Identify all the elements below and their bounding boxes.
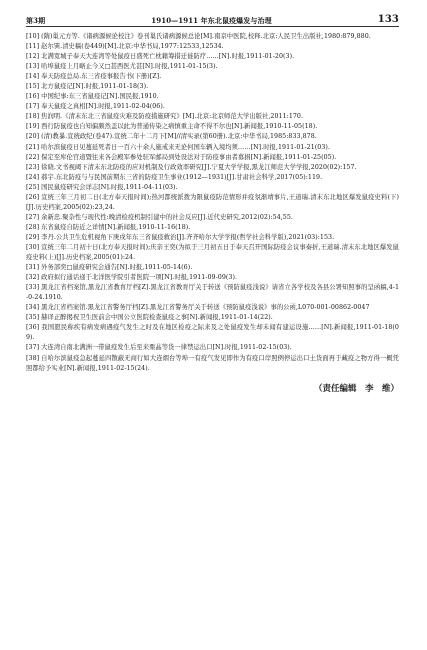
reference-text: 西行防鼠疫也自知偏颇然盖以此为普通传染之病慎重主命不得不尔也[N].新闻报,1910-11-05(18). (41, 123, 318, 131)
reference-number: [24] (26, 173, 40, 181)
page-number: 133 (377, 14, 399, 25)
reference-text: 大连湾自南北满洲一带鼠疫发生后至来栗晶等货一律禁运出口[N].时报,1911-02-15(03). (41, 344, 292, 352)
reference-number: [37] (26, 344, 40, 352)
reference-item (26, 163, 399, 173)
responsible-editor: （责任编辑 李 维） (313, 383, 399, 394)
reference-item (26, 183, 399, 193)
reference-item (26, 102, 399, 112)
issue-label: 第3期 (26, 16, 46, 25)
reference-text: 郝宇.东北防疫与与民国前期东三省的防疫卫生事业(1912—1931)[J].甘肃社会科学,2017(05):119. (41, 173, 323, 181)
reference-text: 哈尔滨鼠疫日见蔓延死者日一百六十余人施戒来无论何国车辆入境均须……[N].时报,1911-01-21(03). (41, 143, 330, 151)
reference-number: [34] (26, 304, 40, 312)
reference-number: [30] (26, 243, 40, 251)
reference-text: 我国愿民称疾有病发病遇疫气发生之时及在地区检疫之际来及之处鼠疫发生却未闻有建运设施……[N].新闻报,1911-01-18(09). (26, 324, 399, 342)
reference-item (26, 32, 399, 42)
reference-text: 黑龙江省档案馆.黑龙江省警务厅档[Z].黑龙江省警务厅关于转送《预防鼠疫浅说》事的公函,L070-001-00862-0047 (41, 304, 370, 312)
reference-number: [14] (26, 73, 40, 81)
reference-number: [35] (26, 314, 40, 322)
reference-text: 奉天鼠疫之真相[N].时报,1911-02-04(06). (41, 103, 165, 111)
reference-number: [38] (26, 354, 40, 362)
reference-number: [31] (26, 264, 40, 272)
reference-text: 北方鼠疫记[N].时报,1911-01-18(3). (41, 83, 149, 91)
reference-item (26, 233, 399, 243)
reference-text: (隋)巢元方等.《诸病源候论校注》卷刊巢氏诸病源候总论[M].南京中医院,校释.北京:人民卫生出版社,1980:879,880. (41, 33, 371, 40)
reference-text: 李丹.公共卫生危机视角下庚戌年东三省鼠疫救治[J].齐齐哈尔大学学报(哲学社会科学版),2021(03):153. (41, 233, 335, 241)
reference-number: [28] (26, 223, 40, 231)
reference-text: 自哈尔滨鼠疫急起蔓延四散蔽无商行如大连烟台等埠一有疫气发见即作为有疫口岸照例停运出口土货面再于藏疫之物方得一概凭照都给予实业[N].新闻报,1911-02-15(24). (26, 354, 399, 372)
reference-number: [13] (26, 63, 40, 71)
reference-number: [23] (26, 163, 40, 171)
reference-text: 余新忠.聚杂性与现代性:晚清检疫机制引建中的社会反应[J].近代史研究,2012(02):54,55. (41, 213, 293, 221)
reference-item (26, 92, 399, 102)
reference-item (26, 132, 399, 142)
reference-item (26, 82, 399, 92)
reference-number: [12] (26, 53, 40, 61)
reference-text: 北满宽城子奉天大连湾等处鼠疫日盛死亡枕籍筹措迁徙防疗……[N].时报,1911-01-20(3). (41, 53, 295, 61)
reference-text: 赫译正醉揭祝卫生医前会中国公立医院检查鼠疫之事[N].新闻报,1911-01-14(22). (41, 314, 273, 322)
reference-text: (清)教暴.宣统政纪(卷47).宣统二年十二月下[M]//清实录(第60册).北京:中华书局,1985:833,878. (41, 133, 317, 141)
reference-text: 黑龙江省档案馆,黑龙江省教育厅档[Z].黑龙江省教育厅关于转送《预防鼠疫浅说》请省立各学校及各县公署知照事的呈函稿,4-1-0-24.1910. (26, 284, 399, 302)
reference-item (26, 122, 399, 132)
reference-number: [15] (26, 83, 40, 91)
reference-text: 焦润明.《清末东北三省鼠疫灾难及防疫措施研究》[M].北京:北京师范大学出版社,2011:170. (41, 113, 304, 121)
reference-item (26, 273, 399, 283)
reference-number: [22] (26, 153, 40, 161)
reference-item (26, 62, 399, 72)
reference-text: 奉天防疫总局.东三省疫事报告书(下册)[Z]. (41, 73, 162, 81)
reference-number: [25] (26, 183, 40, 191)
reference-text: 中国纪事:东三省鼠疫记[N].国民报,1910. (41, 93, 159, 101)
reference-number: [21] (26, 143, 40, 151)
reference-number: [26] (26, 193, 40, 201)
reference-item (26, 52, 399, 62)
reference-item (26, 263, 399, 273)
reference-item (26, 42, 399, 52)
reference-item (26, 313, 399, 323)
running-title: 1910—1911 年东北鼠疫爆发与治理 (151, 16, 272, 25)
reference-item (26, 354, 399, 374)
reference-item (26, 72, 399, 82)
reference-number: [29] (26, 233, 40, 241)
reference-item (26, 283, 399, 303)
reference-text: 外务部奕□鼠疫研究会通告[N].时报,1911-05-14(6). (41, 264, 193, 272)
reference-text: 徐晓.文书视阈下清末东北防疫的应对机制及行政效率研究[J].宁夏大学学报,黑龙江师范大学学报,2020(02):157. (41, 163, 357, 171)
reference-list (26, 32, 399, 374)
reference-number: [19] (26, 123, 40, 131)
reference-text: 哈埠鼠疫上月略止今又□甚西医尤甚[N].时报,1911-01-15(3). (41, 63, 218, 71)
reference-item (26, 112, 399, 122)
reference-number: [33] (26, 284, 40, 292)
reference-item (26, 243, 399, 263)
reference-number: [32] (26, 274, 40, 282)
reference-number: [20] (26, 133, 40, 141)
reference-number: [11] (26, 43, 40, 51)
reference-item (26, 303, 399, 313)
reference-item (26, 193, 399, 213)
reference-text: 东省鼠疫自防近之详情[N].新闻报,1910-11-16(18). (41, 223, 191, 231)
running-header (26, 0, 399, 27)
reference-item (26, 323, 399, 343)
reference-item (26, 213, 399, 223)
reference-text: 政府拟行通话递于北洋医学院引者医院一项[N].时报,1911-09-09(3). (41, 274, 238, 282)
reference-text: 宣统三年二月初十日(北方奉天报时间);庆亲王奕(为拟于三月初五日于奉天召开国际防疫会议事奏折,王道瑞.清末东北地区爆发鼠疫史料(上)[J].历史档案,2005(01):24. (26, 243, 399, 262)
reference-number: [16] (26, 93, 40, 101)
reference-text: 国民鼠疫研究会详志[N].时报,1911-04-11(03). (41, 183, 178, 191)
reference-number: [18] (26, 113, 40, 121)
reference-item (26, 223, 399, 233)
reference-number: [27] (26, 213, 40, 221)
reference-number: [17] (26, 103, 40, 111)
reference-number: [10] (26, 33, 40, 40)
reference-text: 赵尔巽.清史稿(卷449)[M].北京:中华书局,1977:12533,12534. (41, 43, 224, 51)
reference-text: 保定至库伦官道暨往来各会殿军参处驻军邮局到处设法对于防疫事由者募捐[N].新闻报,1911-01-25(05). (41, 153, 337, 161)
reference-item (26, 143, 399, 153)
reference-number: [36] (26, 324, 40, 332)
reference-text: 宣统三年三月初二日(北方奉天报时间);热河都统派拨为限鼠疫防范情形并疫氛渐靖事片,王道瑞.清末东北地区爆发鼠疫史料(下)[J].历史档案,2005(02):23,24. (26, 193, 399, 211)
reference-item (26, 153, 399, 163)
reference-item (26, 343, 399, 353)
reference-item (26, 173, 399, 183)
